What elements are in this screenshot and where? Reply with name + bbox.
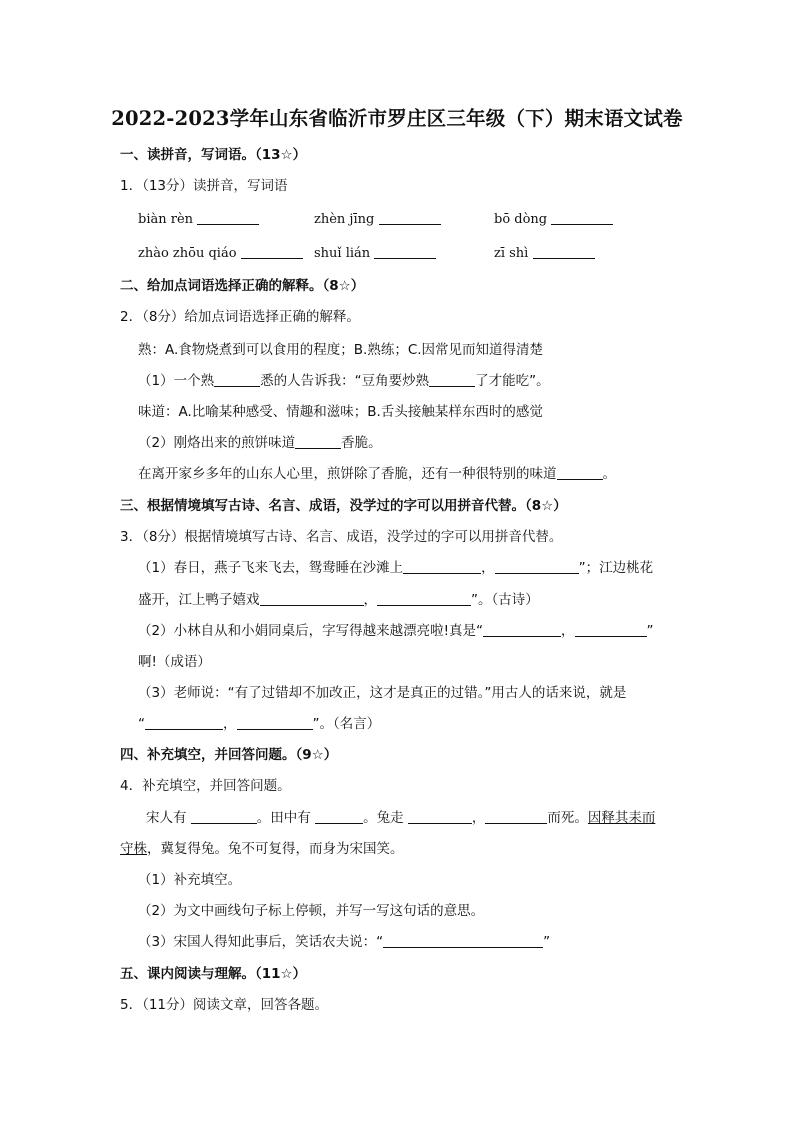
- pinyin-text: shuǐ lián: [314, 246, 371, 261]
- question-4-text-line-2: 守株，冀复得兔。兔不可复得，而身为宋国笑。: [120, 841, 404, 857]
- pinyin-text: biàn rèn: [138, 212, 194, 227]
- answer-blank[interactable]: [429, 372, 475, 387]
- section-5-heading: 五、课内阅读与理解。（11☆）: [120, 966, 307, 982]
- question-4-sub-3: （3）宋国人得知此事后，笑话农夫说：“ ”: [138, 934, 551, 950]
- answer-blank[interactable]: [260, 591, 364, 606]
- question-2-sub-3: 在离开家乡多年的山东人心里，煎饼除了香脆，还有一种很特别的味道 。: [138, 466, 616, 482]
- answer-blank[interactable]: [533, 244, 595, 259]
- answer-blank[interactable]: [403, 559, 481, 574]
- question-5-stem: 5．（11分）阅读文章，回答各题。: [120, 997, 329, 1013]
- pinyin-item-5: [314, 243, 436, 264]
- answer-blank[interactable]: [374, 244, 436, 259]
- answer-blank[interactable]: [315, 809, 363, 824]
- weidao-definitions: 味道：A.比喻某种感受、情趣和滋味；B.舌头接触某样东西时的感觉: [138, 404, 543, 420]
- pinyin-text: bō dòng: [494, 212, 548, 227]
- question-4-sub-2: （2）为文中画线句子标上停顿，并写一写这句话的意思。: [138, 903, 485, 919]
- answer-blank[interactable]: [145, 715, 223, 730]
- question-3-sub-1-line-2: 盛开，江上鸭子嬉戏 ， ”。（古诗）: [138, 592, 539, 608]
- answer-blank[interactable]: [241, 244, 303, 259]
- page-title: 2022-2023学年山东省临沂市罗庄区三年级（下）期末语文试卷: [111, 107, 683, 130]
- question-4-text-line-1: 宋人有 。田中有 。兔走 ， 而死。因释其耒而: [146, 810, 656, 826]
- section-1-heading: 一、读拼音，写词语。（13☆）: [120, 147, 307, 163]
- pinyin-item-4: [138, 243, 303, 264]
- answer-blank[interactable]: [551, 210, 613, 225]
- answer-blank[interactable]: [237, 715, 313, 730]
- question-3-stem: 3．（8分）根据情境填写古诗、名言、成语，没学过的字可以用拼音代替。: [120, 529, 563, 545]
- answer-blank[interactable]: [383, 933, 543, 948]
- question-3-sub-2-line-2: 啊!（成语）: [138, 654, 211, 670]
- underlined-sentence: 守株: [120, 841, 147, 857]
- pinyin-item-2: [314, 209, 441, 230]
- question-2-sub-2: （2）刚烙出来的煎饼味道 香脆。: [138, 435, 382, 451]
- answer-blank[interactable]: [379, 210, 441, 225]
- pinyin-text: zī shì: [494, 246, 529, 261]
- answer-blank[interactable]: [485, 809, 547, 824]
- question-2-sub-1: （1）一个熟 悉的人告诉我：“豆角要炒熟 了才能吃”。: [138, 373, 550, 389]
- answer-blank[interactable]: [214, 372, 260, 387]
- pinyin-item-6: [494, 243, 595, 264]
- section-4-heading: 四、补充填空，并回答问题。（9☆）: [120, 747, 338, 763]
- underlined-sentence: 因释其耒而: [587, 810, 656, 826]
- question-4-stem: 4．补充填空，并回答问题。: [120, 778, 291, 794]
- section-3-heading: 三、根据情境填写古诗、名言、成语，没学过的字可以用拼音代替。（8☆）: [120, 498, 567, 514]
- question-3-sub-1-line-1: （1）春日，燕子飞来飞去，鸳鸯睡在沙滩上 ， ”；江边桃花: [138, 560, 654, 576]
- answer-blank[interactable]: [197, 210, 259, 225]
- answer-blank[interactable]: [377, 591, 471, 606]
- pinyin-text: zhào zhōu qiáo: [138, 246, 237, 261]
- question-3-sub-2-line-1: （2）小林自从和小娟同桌后，字写得越来越漂亮啦!真是“ ， ”: [138, 623, 654, 639]
- answer-blank[interactable]: [575, 622, 647, 637]
- pinyin-text: zhèn jīng: [314, 212, 375, 227]
- answer-blank[interactable]: [408, 809, 472, 824]
- question-3-sub-3-line-1: （3）老师说：“有了过错却不加改正，这才是真正的过错。”用古人的话来说，就是: [138, 685, 627, 701]
- pinyin-item-3: [494, 209, 613, 230]
- question-4-sub-1: （1）补充填空。: [138, 872, 242, 888]
- question-1-stem: 1．（13分）读拼音，写词语: [120, 178, 288, 194]
- question-2-stem: 2．（8分）给加点词语选择正确的解释。: [120, 309, 360, 325]
- pinyin-item-1: [138, 209, 259, 230]
- answer-blank[interactable]: [295, 434, 341, 449]
- question-3-sub-3-line-2: “ ， ”。（名言）: [138, 716, 381, 732]
- answer-blank[interactable]: [483, 622, 561, 637]
- shu-definitions: 熟：A.食物烧煮到可以食用的程度；B.熟练；C.因常见而知道得清楚: [138, 342, 544, 358]
- answer-blank[interactable]: [495, 559, 579, 574]
- section-2-heading: 二、给加点词语选择正确的解释。（8☆）: [120, 278, 365, 294]
- answer-blank[interactable]: [191, 809, 257, 824]
- answer-blank[interactable]: [557, 465, 603, 480]
